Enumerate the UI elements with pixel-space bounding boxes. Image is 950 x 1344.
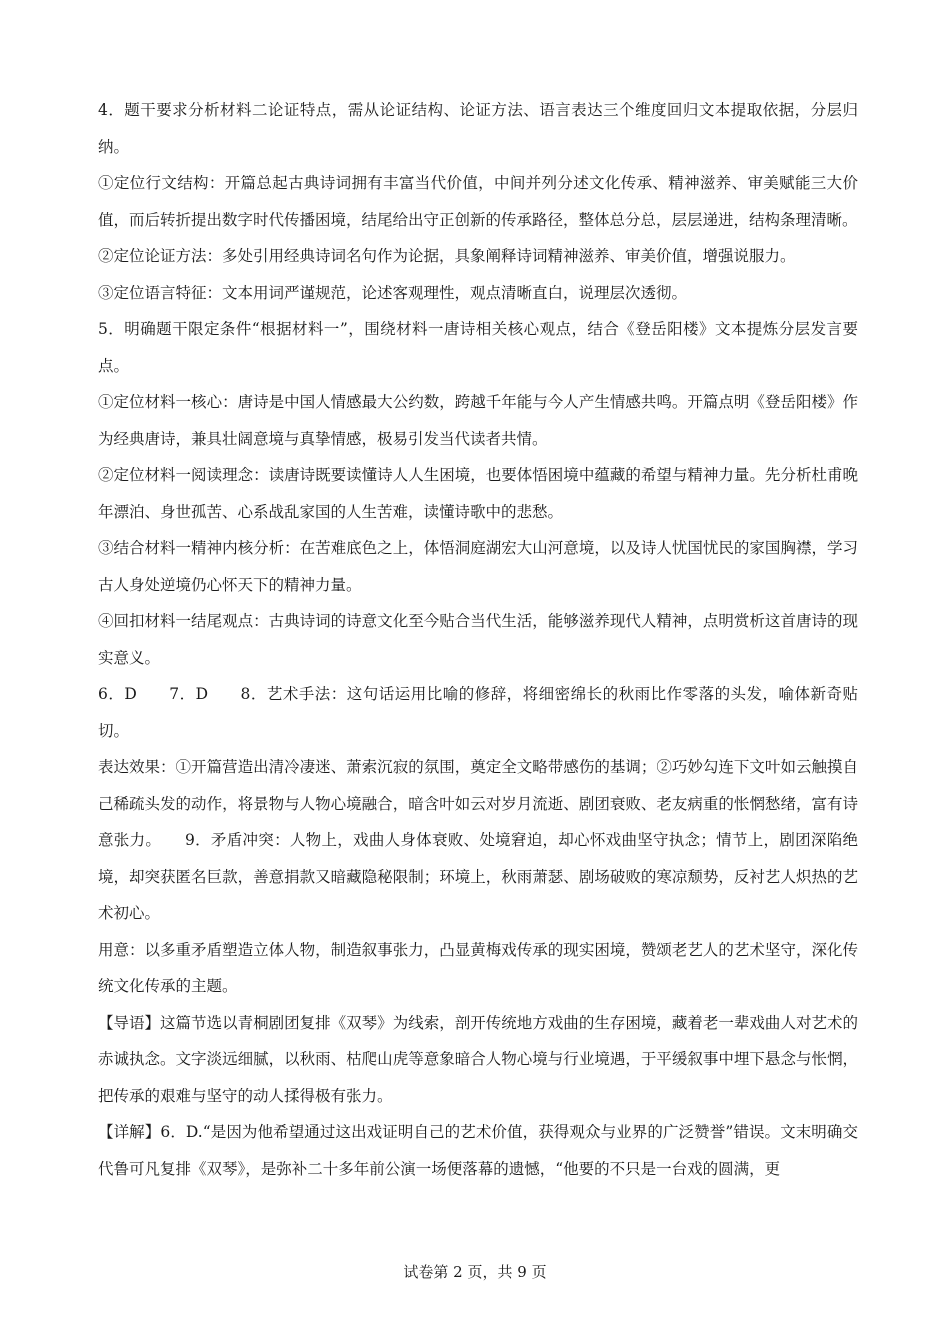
q4-intro: 4．题干要求分析材料二论证特点，需从论证结构、论证方法、语言表达三个维度回归文本提取依据，分层归纳。	[98, 101, 858, 156]
q8-effect-q9: 表达效果：①开篇营造出清冷凄迷、萧索沉寂的氛围，奠定全文略带感伤的基调；②巧妙勾连下文叶如云触摸自己稀疏头发的动作，将景物与人物心境融合，暗含叶如云对岁月流逝、剧团衰败、老友病重的怅惘愁绪，富有诗意张力。 9．矛盾冲突：人物上，戏曲人身体衰败、处境窘迫，却心怀戏曲坚守执念；情节上，剧团深陷绝境，却突获匿名巨款，善意捐款又暗藏隐秘限制；环境上，秋雨萧瑟、剧场破败的寒凉颓势，反衬艺人炽热的艺术初心。	[98, 758, 858, 922]
q5-intro: 5．明确题干限定条件“根据材料一”，围绕材料一唐诗相关核心观点，结合《登岳阳楼》文本提炼分层发言要点。	[98, 320, 858, 375]
page-footer: 试卷第 2 页，共 9 页	[403, 1263, 547, 1281]
q5-point-1: ①定位材料一核心：唐诗是中国人情感最大公约数，跨越千年能与今人产生情感共鸣。开篇点明《登岳阳楼》作为经典唐诗，兼具壮阔意境与真挚情感，极易引发当代读者共情。	[98, 393, 858, 448]
q4-point-2: ②定位论证方法：多处引用经典诗词名句作为论据，具象阐释诗词精神滋养、审美价值，增强说服力。	[98, 247, 796, 265]
guide-paragraph: 【导语】这篇节选以青桐剧团复排《双琴》为线索，剖开传统地方戏曲的生存困境，藏着老一辈戏曲人对艺术的赤诚执念。文字淡远细腻，以秋雨、枯爬山虎等意象暗合人物心境与行业境遇，于平缓叙事中埋下悬念与怅惘，把传承的艰难与坚守的动人揉得极有张力。	[98, 1013, 858, 1105]
answer-content	[98, 92, 858, 1187]
q4-point-3: ③定位语言特征：文本用词严谨规范，论述客观理性，观点清晰直白，说理层次透彻。	[98, 283, 688, 302]
detail-paragraph: 【详解】6．D.“是因为他希望通过这出戏证明自己的艺术价值，获得观众与业界的广泛赞誉”错误。文末明确交代鲁可凡复排《双琴》，是弥补二十多年前公演一场便落幕的遗憾，“他要的不只是一台戏的圆满，更	[98, 1123, 858, 1178]
q4-point-1: ①定位行文结构：开篇总起古典诗词拥有丰富当代价值，中间并列分述文化传承、精神滋养、审美赋能三大价值，而后转折提出数字时代传播困境，结尾给出守正创新的传承路径，整体总分总，层层递进，结构条理清晰。	[98, 174, 858, 229]
q9-purpose: 用意：以多重矛盾塑造立体人物，制造叙事张力，凸显黄梅戏传承的现实困境，赞颂老艺人的艺术坚守，深化传统文化传承的主题。	[98, 940, 858, 995]
q5-point-3: ③结合材料一精神内核分析：在苦难底色之上，体悟洞庭湖宏大山河意境，以及诗人忧国忧民的家国胸襟，学习古人身处逆境仍心怀天下的精神力量。	[98, 539, 858, 594]
q6-8-answers: 6．D 7．D 8．艺术手法：这句话运用比喻的修辞，将细密绵长的秋雨比作零落的头发，喻体新奇贴切。	[98, 685, 858, 740]
q5-point-2: ②定位材料一阅读理念：读唐诗既要读懂诗人人生困境，也要体悟困境中蕴藏的希望与精神力量。先分析杜甫晚年漂泊、身世孤苦、心系战乱家国的人生苦难，读懂诗歌中的悲愁。	[98, 466, 858, 521]
q5-point-4: ④回扣材料一结尾观点：古典诗词的诗意文化至今贴合当代生活，能够滋养现代人精神，点明赏析这首唐诗的现实意义。	[98, 612, 858, 667]
